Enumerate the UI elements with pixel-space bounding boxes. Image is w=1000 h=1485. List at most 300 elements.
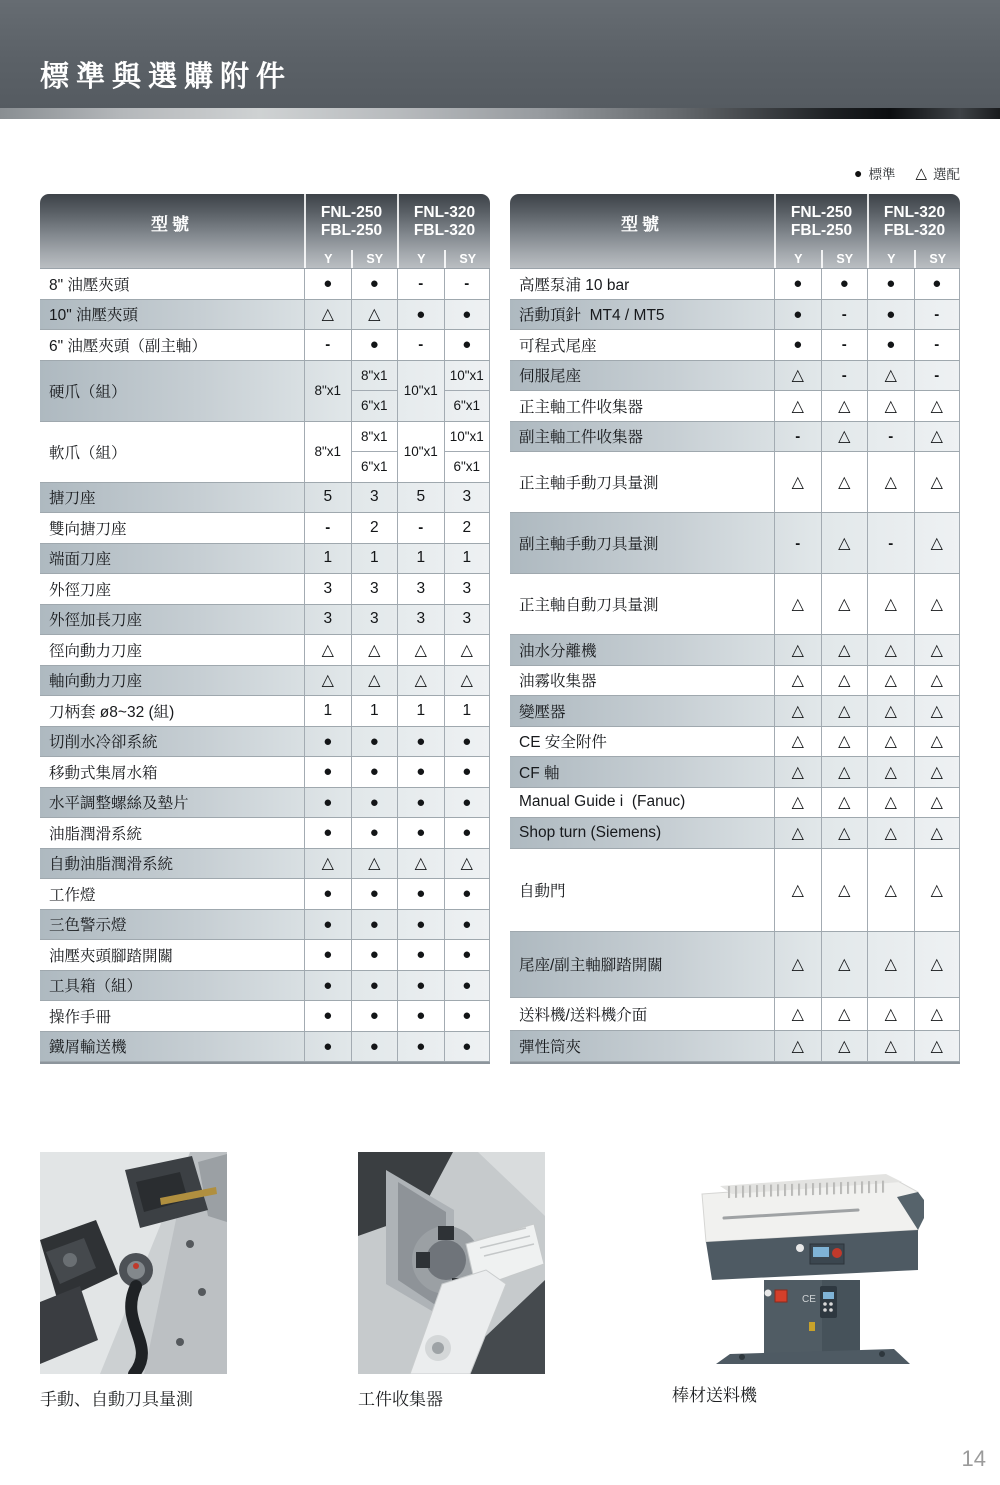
cell-value: ●: [397, 910, 444, 940]
cell-value: 1: [444, 696, 491, 726]
cell-value: △: [821, 932, 868, 997]
model-column-header: 型號: [151, 214, 193, 234]
table-row: [40, 727, 490, 758]
cell-value: ●: [351, 1001, 398, 1031]
table-row: [40, 666, 490, 697]
cell-value: 3: [397, 605, 444, 635]
cell-value: ●: [304, 269, 351, 299]
cell-value: △: [914, 757, 961, 787]
cell-value: -: [304, 513, 351, 543]
table-row: [510, 788, 960, 819]
row-label: 油霧收集器: [519, 673, 597, 691]
cell-value: 8"x1: [304, 422, 351, 482]
cell-value: △: [867, 788, 914, 818]
cell-value: ●: [351, 757, 398, 787]
cell-value: △: [304, 666, 351, 696]
table-row: [40, 513, 490, 544]
table-row: [510, 932, 960, 998]
cell-value: △: [867, 361, 914, 391]
cell-value: △: [351, 666, 398, 696]
standard-dot-icon: ●: [853, 165, 863, 181]
table-row: [40, 910, 490, 941]
row-label: 正主軸工件收集器: [519, 398, 644, 416]
row-label: 伺服尾座: [519, 368, 582, 386]
legend-standard: [854, 163, 895, 183]
cell-value: △: [867, 757, 914, 787]
page-title: 標準與選購附件: [40, 61, 293, 93]
bar-feeder-image: [672, 1152, 945, 1370]
row-label: 外徑刀座: [49, 581, 112, 599]
table-row: [510, 330, 960, 361]
cell-value: ●: [351, 818, 398, 848]
cell-value: ●: [397, 727, 444, 757]
row-label: 尾座/副主軸腳踏開關: [519, 957, 663, 974]
cell-value: ●: [444, 757, 491, 787]
model-group-header: [867, 194, 960, 250]
row-label: Manual Guide i (Fanuc): [519, 793, 686, 811]
cell-value: ●: [304, 910, 351, 940]
cell-value: △: [774, 998, 821, 1030]
table-row: [510, 1031, 960, 1062]
cell-value: △: [304, 635, 351, 665]
model-name: FBL-320: [883, 222, 946, 239]
subheader-spacer: [40, 250, 304, 268]
table-row: [510, 849, 960, 932]
cell-value: △: [867, 932, 914, 997]
model-group-header: [397, 194, 490, 250]
row-label: 移動式集屑水箱: [49, 764, 158, 782]
model-name: FNL-320: [413, 203, 476, 221]
cell-value: -: [867, 422, 914, 452]
cell-value: 10"x1: [397, 361, 444, 421]
cell-value: △: [444, 849, 491, 879]
row-label: 活動頂針 MT4 / MT5: [519, 307, 665, 325]
table-row: [40, 1001, 490, 1032]
row-label: 自動門: [519, 882, 566, 900]
cell-value: ●: [304, 818, 351, 848]
cell-value: 1: [304, 544, 351, 574]
cell-value: ●: [351, 788, 398, 818]
cell-value: [351, 422, 398, 482]
cell-value: ●: [304, 971, 351, 1001]
cell-value: △: [774, 574, 821, 634]
row-label: 10" 油壓夾頭: [49, 307, 139, 325]
cell-value-top: 10"x1: [449, 428, 484, 444]
cell-value: ●: [444, 300, 491, 330]
cell-value: △: [867, 452, 914, 512]
model-name: FNL-250: [790, 203, 853, 221]
cell-value: ●: [444, 818, 491, 848]
cell-value: ●: [351, 971, 398, 1001]
cell-value: ●: [444, 1001, 491, 1031]
table-row: [40, 757, 490, 788]
row-label: 工作燈: [49, 886, 96, 904]
cell-value: ●: [351, 1032, 398, 1062]
cell-value: -: [821, 330, 868, 360]
cell-value: △: [867, 1031, 914, 1061]
row-label: 雙向搪刀座: [49, 520, 127, 538]
row-label: 8" 油壓夾頭: [49, 276, 130, 294]
cell-value: △: [821, 818, 868, 848]
cell-value: △: [867, 818, 914, 848]
variant-column-header: Y: [397, 250, 444, 268]
model-name: FBL-250: [320, 222, 383, 239]
cell-value: △: [867, 666, 914, 696]
cell-value: ●: [304, 788, 351, 818]
cell-value: △: [867, 849, 914, 931]
legend-optional: [915, 163, 960, 183]
model-group-header: [304, 194, 397, 250]
cell-value: △: [914, 635, 961, 665]
row-label: 彈性筒夾: [519, 1038, 582, 1056]
table-row: [510, 696, 960, 727]
cell-value: ●: [774, 269, 821, 299]
cell-value: 3: [304, 574, 351, 604]
cell-value: △: [774, 452, 821, 512]
row-label: 徑向動力刀座: [49, 642, 143, 660]
cell-value: ●: [397, 1001, 444, 1031]
table-row: [40, 422, 490, 483]
cell-value: 3: [351, 574, 398, 604]
cell-value: -: [774, 422, 821, 452]
cell-value: △: [774, 727, 821, 757]
row-label: 水平調整螺絲及墊片: [49, 795, 189, 813]
cell-value: △: [914, 818, 961, 848]
cell-value: ●: [914, 269, 961, 299]
cell-value: ●: [397, 940, 444, 970]
cell-value: -: [821, 361, 868, 391]
cell-value: △: [914, 666, 961, 696]
row-label: 搪刀座: [49, 490, 96, 508]
row-label: CF 軸: [519, 764, 560, 782]
row-label: 送料機/送料機介面: [519, 1006, 648, 1024]
table-row: [40, 879, 490, 910]
cell-value: ●: [444, 788, 491, 818]
model-group-header: [774, 194, 867, 250]
legend-optional-label: 選配: [933, 167, 960, 182]
cell-value: 5: [304, 483, 351, 513]
cell-value: ●: [351, 910, 398, 940]
legend-standard-label: 標準: [868, 167, 896, 182]
table-row: [40, 483, 490, 514]
cell-value: △: [351, 300, 398, 330]
cell-value-top: 8"x1: [360, 367, 388, 383]
row-label: CE 安全附件: [519, 734, 607, 752]
variant-column-header: Y: [304, 250, 351, 268]
figure-caption: 手動、自動刀具量測: [40, 1390, 193, 1409]
cell-value: ●: [351, 269, 398, 299]
cell-value: △: [821, 574, 868, 634]
cell-value: ●: [304, 1001, 351, 1031]
row-label: 三色警示燈: [49, 917, 127, 935]
cell-value: [351, 361, 398, 421]
cell-value: 5: [397, 483, 444, 513]
table-row: [40, 330, 490, 361]
cell-value: ●: [397, 300, 444, 330]
accessories-table-right: [510, 194, 960, 1064]
table-row: [40, 635, 490, 666]
variant-column-header: SY: [444, 250, 491, 268]
row-label: 變壓器: [519, 703, 566, 721]
variant-column-header: Y: [867, 250, 914, 268]
cell-value: △: [397, 849, 444, 879]
cell-value: △: [774, 391, 821, 421]
model-name: FBL-250: [790, 222, 853, 239]
table-row: [40, 788, 490, 819]
cell-value: ●: [444, 879, 491, 909]
cell-value: △: [867, 727, 914, 757]
cell-value: △: [774, 696, 821, 726]
cell-value: △: [774, 361, 821, 391]
cell-value: △: [914, 998, 961, 1030]
cell-value: -: [821, 300, 868, 330]
cell-value: -: [914, 300, 961, 330]
row-label: Shop turn (Siemens): [519, 823, 662, 841]
cell-value: ●: [867, 330, 914, 360]
cell-value: ●: [397, 1032, 444, 1062]
cell-value: -: [914, 361, 961, 391]
cell-value: -: [397, 513, 444, 543]
cell-value: △: [444, 635, 491, 665]
cell-value: △: [914, 452, 961, 512]
cell-value: △: [914, 391, 961, 421]
variant-column-header: SY: [914, 250, 961, 268]
cell-value: -: [397, 330, 444, 360]
cell-value: △: [304, 300, 351, 330]
row-label: 鐵屑輸送機: [49, 1039, 127, 1057]
table-row: [510, 757, 960, 788]
cell-value: △: [774, 635, 821, 665]
model-column-header: 型號: [621, 214, 663, 234]
cell-value: △: [867, 696, 914, 726]
cell-value: ●: [351, 879, 398, 909]
table-row: [510, 818, 960, 849]
table-row: [40, 971, 490, 1002]
cell-value: △: [867, 998, 914, 1030]
cell-value: ●: [304, 757, 351, 787]
row-label: 高壓泵浦 10 bar: [519, 276, 630, 294]
table-row: [40, 269, 490, 300]
cell-value: ●: [351, 330, 398, 360]
cell-value: △: [774, 666, 821, 696]
cell-value: △: [774, 849, 821, 931]
row-label: 切削水冷卻系統: [49, 734, 158, 752]
cell-value: -: [444, 269, 491, 299]
cell-value: ●: [444, 971, 491, 1001]
cell-value: 1: [397, 696, 444, 726]
cell-value: △: [914, 849, 961, 931]
row-label: 副主軸工件收集器: [519, 429, 644, 447]
cell-value: -: [914, 330, 961, 360]
row-label: 油壓夾頭腳踏開關: [49, 947, 174, 965]
table-row: [510, 513, 960, 574]
cell-value: ●: [444, 910, 491, 940]
cell-value: 2: [351, 513, 398, 543]
cell-value: △: [914, 788, 961, 818]
optional-triangle-icon: △: [915, 165, 927, 182]
row-label: 油脂潤滑系統: [49, 825, 143, 843]
subheader-spacer: [510, 250, 774, 268]
cell-value: △: [821, 666, 868, 696]
cell-value: △: [444, 666, 491, 696]
model-name: FNL-250: [320, 203, 383, 221]
cell-value: [444, 361, 491, 421]
cell-value: △: [397, 635, 444, 665]
cell-value: △: [867, 574, 914, 634]
cell-value: 1: [351, 696, 398, 726]
row-label: 6" 油壓夾頭（副主軸）: [49, 337, 207, 355]
cell-value: △: [821, 635, 868, 665]
svg-text:CE: CE: [802, 1294, 816, 1305]
cell-value: △: [914, 932, 961, 997]
table-row: [510, 635, 960, 666]
cell-value-top: 8"x1: [360, 428, 388, 444]
cell-value: △: [821, 452, 868, 512]
row-label: 操作手冊: [49, 1008, 112, 1026]
cell-value: 3: [444, 483, 491, 513]
table-row: [40, 574, 490, 605]
cell-value: △: [821, 513, 868, 573]
cell-value: △: [351, 849, 398, 879]
cell-value-bottom: 6"x1: [352, 451, 398, 482]
table-row: [40, 1032, 490, 1063]
tool-measurement-photo: [40, 1152, 227, 1410]
cell-value: ●: [774, 300, 821, 330]
header-gradient-strip: [0, 108, 1000, 119]
cell-value: 3: [444, 605, 491, 635]
cell-value: ●: [444, 940, 491, 970]
cell-value: △: [821, 788, 868, 818]
model-name: FNL-320: [883, 203, 946, 221]
cell-value-bottom: 6"x1: [445, 451, 490, 482]
row-label: 刀柄套 ø8~32 (組): [49, 703, 175, 721]
page-header-banner: [0, 0, 1000, 108]
cell-value: △: [397, 666, 444, 696]
row-label: 油水分離機: [519, 642, 597, 660]
cell-value: △: [821, 696, 868, 726]
cell-value: ●: [397, 971, 444, 1001]
variant-column-header: SY: [821, 250, 868, 268]
figure-caption: 工件收集器: [358, 1390, 443, 1409]
cell-value: ●: [867, 269, 914, 299]
cell-value: △: [821, 1031, 868, 1061]
row-label: 外徑加長刀座: [49, 612, 143, 630]
cell-value: 10"x1: [397, 422, 444, 482]
cell-value: [444, 422, 491, 482]
table-row: [510, 300, 960, 331]
parts-catcher-image: [358, 1152, 545, 1374]
cell-value: -: [774, 513, 821, 573]
table-row: [510, 574, 960, 635]
cell-value: △: [774, 757, 821, 787]
accessories-table-left: [40, 194, 490, 1064]
table-header-top: [40, 194, 490, 250]
table-body: [510, 268, 960, 1064]
cell-value: △: [914, 422, 961, 452]
cell-value: △: [774, 818, 821, 848]
table-row: [40, 818, 490, 849]
cell-value: △: [867, 635, 914, 665]
table-row: [510, 666, 960, 697]
cell-value: △: [821, 998, 868, 1030]
cell-value: △: [351, 635, 398, 665]
cell-value: △: [821, 727, 868, 757]
table-row: [510, 391, 960, 422]
cell-value: ●: [304, 727, 351, 757]
cell-value: △: [774, 1031, 821, 1061]
table-row: [40, 300, 490, 331]
table-header: [40, 194, 490, 268]
table-row: [40, 544, 490, 575]
cell-value: ●: [397, 818, 444, 848]
cell-value: 3: [304, 605, 351, 635]
table-header-top: [510, 194, 960, 250]
table-row: [40, 361, 490, 422]
cell-value: ●: [444, 727, 491, 757]
cell-value: △: [774, 932, 821, 997]
cell-value-bottom: 6"x1: [445, 390, 490, 421]
cell-value: ●: [397, 788, 444, 818]
row-label: 工具箱（組）: [49, 978, 143, 996]
cell-value: △: [914, 574, 961, 634]
cell-value-bottom: 6"x1: [352, 390, 398, 421]
table-row: [40, 849, 490, 880]
cell-value: ●: [351, 940, 398, 970]
cell-value: -: [397, 269, 444, 299]
table-subheader: [40, 250, 490, 268]
cell-value: -: [867, 513, 914, 573]
cell-value: 3: [351, 605, 398, 635]
cell-value: △: [774, 788, 821, 818]
table-header: [510, 194, 960, 268]
table-row: [510, 727, 960, 758]
variant-column-header: SY: [351, 250, 398, 268]
bar-feeder-photo: [672, 1152, 945, 1406]
cell-value: -: [304, 330, 351, 360]
row-label: 正主軸手動刀具量測: [519, 475, 659, 492]
cell-value: 2: [444, 513, 491, 543]
figure-caption: 棒材送料機: [672, 1386, 757, 1405]
cell-value: ●: [304, 940, 351, 970]
cell-value: △: [867, 391, 914, 421]
variant-column-header: Y: [774, 250, 821, 268]
row-label: 副主軸手動刀具量測: [519, 536, 659, 553]
cell-value: △: [914, 727, 961, 757]
cell-value: △: [914, 696, 961, 726]
row-label: 端面刀座: [49, 551, 112, 569]
row-label: 正主軸自動刀具量測: [519, 597, 659, 614]
table-subheader: [510, 250, 960, 268]
cell-value: 1: [397, 544, 444, 574]
table-row: [510, 998, 960, 1031]
cell-value: △: [821, 849, 868, 931]
table-body: [40, 268, 490, 1064]
cell-value: ●: [397, 879, 444, 909]
table-row: [510, 269, 960, 300]
parts-catcher-photo: [358, 1152, 545, 1410]
cell-value: ●: [444, 330, 491, 360]
row-label: 硬爪（組）: [49, 383, 127, 401]
table-row: [40, 605, 490, 636]
cell-value: ●: [304, 1032, 351, 1062]
cell-value: ●: [304, 879, 351, 909]
row-label: 軸向動力刀座: [49, 673, 143, 691]
cell-value: 8"x1: [304, 361, 351, 421]
cell-value: ●: [774, 330, 821, 360]
cell-value: △: [914, 513, 961, 573]
page-number: 14: [961, 1446, 986, 1471]
cell-value: 1: [351, 544, 398, 574]
